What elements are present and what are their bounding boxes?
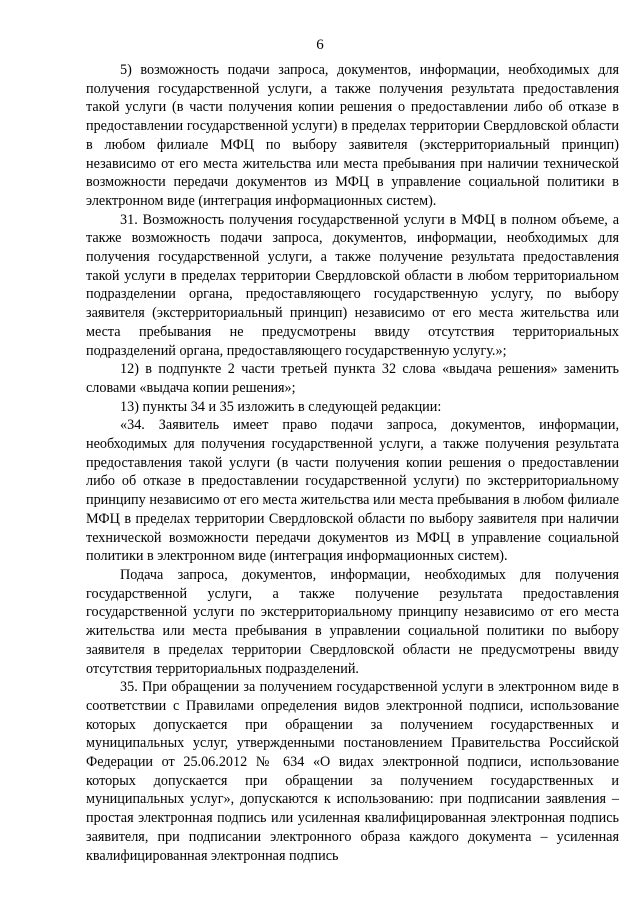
paragraph-clause-34-part-2: Подача запроса, документов, информации, необходимых для получения государственной услуги, а также получение результата предоставления государственной услуги по экстерриториальному принципу независимо от его места жительства или места пребывания в управлении социальной политики по выбору заявителя в пределах территории Свердловской области не предусмотрены ввиду отсутствия территориальных подразделений.: [86, 566, 619, 677]
paragraph-item-12: 12) в подпункте 2 части третьей пункта 32 слова «выдача решения» заменить словами «выдача копии решения»;: [86, 361, 619, 396]
paragraph-item-13: 13) пункты 34 и 35 изложить в следующей редакции:: [120, 398, 442, 415]
paragraph-item-5: 5) возможность подачи запроса, документов, информации, необходимых для получения государственной услуги, а также получения результата предоставления такой услуги (в части получения копии решения о предоставлении либо об отказе в предоставлении государственной услуги) в пределах территории Свердловской области в любом филиале МФЦ по выбору заявителя (экстерриториальный принцип) независимо от его места жительства или места пребывания при наличии технической возможности передачи документов из МФЦ в управление социальной политики в электронном виде (интеграция информационных систем).: [86, 62, 619, 209]
paragraph-clause-31: 31. Возможность получения государственной услуги в МФЦ в полном объеме, а также возможность подачи запроса, документов, информации, необходимых для получения государственной услуги, а также получение результата предоставления такой услуги в пределах территории Свердловской области в любом территориальном подразделении органа, предоставляющего государственную услугу, по выбору заявителя (экстерриториальный принцип) независимо от его места жительства или места пребывания не предусмотрены ввиду отсутствия территориальных подразделений органа, предоставляющего государственную услугу.»;: [86, 211, 619, 359]
paragraph-clause-35: 35. При обращении за получением государственной услуги в электронном виде в соответствии с Правилами определения видов электронной подписи, использование которых допускается при обращении за получением государственных и муниципальных услуг, утвержденными постановлением Правительства Российской Федерации от 25.06.2012 № 634 «О видах электронной подписи, использование которых допускается при обращении за получением государственных и муниципальных услуг», допускаются к использованию: при подписании заявления – простая электронная подпись или усиленная квалифицированная электронная подпись заявителя, при подписании электронного образа каждого документа – усиленная квалифицированная электронная подпись: [86, 679, 619, 864]
paragraph-clause-34: «34. Заявитель имеет право подачи запроса, документов, информации, необходимых для получения государственной услуги, а также получения результата предоставления такой услуги (в части получения копии решения о предоставлении либо об отказе в предоставлении государственной услуги) по экстерриториальному принципу независимо от его места жительства или места пребывания в любом филиале МФЦ в пределах территории Свердловской области по выбору заявителя при наличии технической возможности передачи документов из МФЦ в управление социальной политики в электронном виде (интеграция информационных систем).: [86, 417, 619, 565]
document-body: [86, 61, 619, 865]
page-number: 6: [316, 37, 324, 53]
